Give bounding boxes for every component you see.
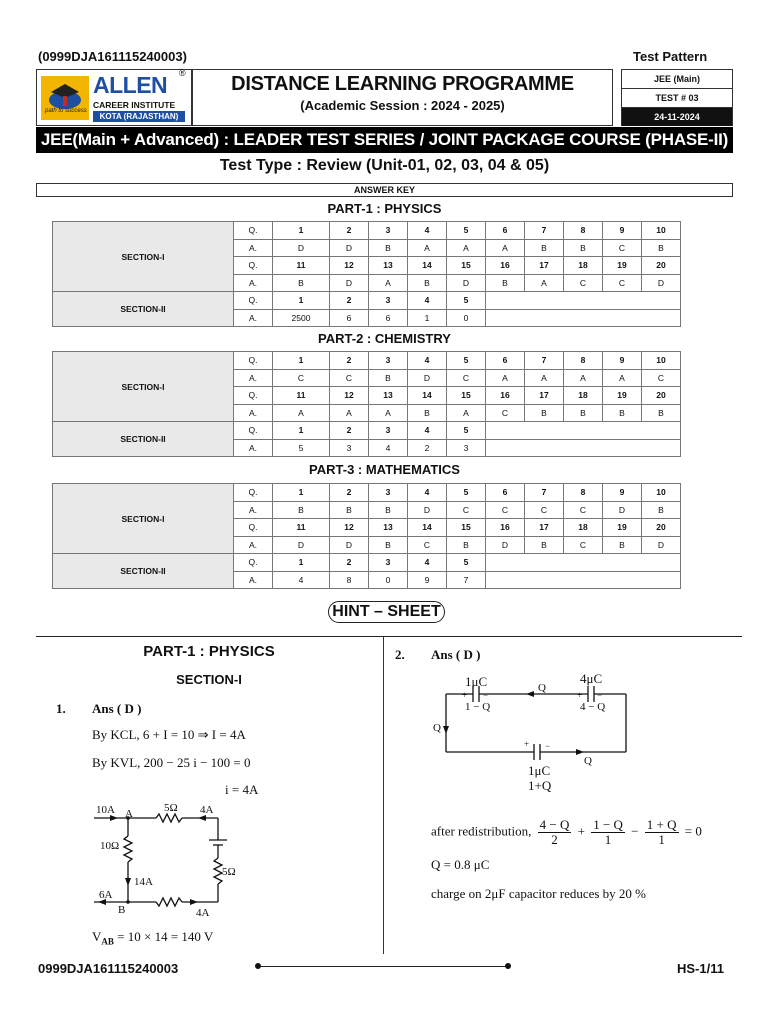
allen-logo xyxy=(36,69,192,126)
answer-cell: C xyxy=(273,369,330,387)
q2-fraction3 xyxy=(645,818,679,847)
answer-cell: B xyxy=(486,274,525,292)
row-label: Q. xyxy=(234,257,273,275)
row-label: A. xyxy=(234,501,273,519)
q1-result-v: V xyxy=(92,929,102,944)
answer-cell: 19 xyxy=(603,387,642,405)
answer-cell: B xyxy=(408,274,447,292)
q2-c3-charge: 1+Q xyxy=(528,778,552,793)
answer-cell: D xyxy=(486,536,525,554)
answer-cell: 2 xyxy=(330,222,369,240)
answer-cell: D xyxy=(447,274,486,292)
row-label: Q. xyxy=(234,422,273,440)
answer-cell: 4 xyxy=(408,422,447,440)
answer-cell: 13 xyxy=(369,519,408,537)
document-code: (0999DJA161115240003) xyxy=(38,49,187,64)
answer-cell: D xyxy=(273,536,330,554)
q1-label-5ohm-right: 5Ω xyxy=(222,866,236,878)
academic-session: (Academic Session : 2024 - 2025) xyxy=(300,98,505,113)
q1-answer: Ans ( D ) xyxy=(92,701,142,716)
q2-plus2: + xyxy=(577,690,583,700)
table-row xyxy=(53,292,681,310)
q2-q-value: Q = 0.8 μC xyxy=(431,857,490,872)
answer-cell: 2 xyxy=(330,484,369,502)
course-banner: JEE(Main + Advanced) : LEADER TEST SERIES / JOINT PACKAGE COURSE (PHASE-II) xyxy=(36,127,733,153)
footer-rule xyxy=(256,966,510,967)
answer-cell: B xyxy=(603,536,642,554)
row-label: A. xyxy=(234,274,273,292)
q2-c2-value: 4μC xyxy=(580,671,603,686)
row-label: Q. xyxy=(234,292,273,310)
answer-cell: 7 xyxy=(525,352,564,370)
table-row xyxy=(53,554,681,572)
answer-cell: 11 xyxy=(273,257,330,275)
logo-registered: ® xyxy=(179,68,186,78)
q1-number: 1. xyxy=(56,701,66,716)
answer-cell: 4 xyxy=(408,554,447,572)
q2-eq: = 0 xyxy=(684,823,702,839)
answer-cell: 12 xyxy=(330,387,369,405)
answer-cell: 10 xyxy=(642,484,681,502)
row-label: A. xyxy=(234,369,273,387)
answer-cell: 13 xyxy=(369,257,408,275)
q2-fraction2 xyxy=(591,818,625,847)
section-2-label: SECTION-II xyxy=(53,422,234,457)
q2-c1-value: 1μC xyxy=(465,674,488,689)
answer-cell: 6 xyxy=(330,309,369,327)
answer-cell: B xyxy=(330,501,369,519)
programme-box xyxy=(192,69,613,126)
answer-cell: 6 xyxy=(369,309,408,327)
answer-table-chemistry xyxy=(52,351,681,457)
q2-plus1: + xyxy=(462,690,468,700)
row-label: Q. xyxy=(234,352,273,370)
answer-cell: 3 xyxy=(369,292,408,310)
answer-cell: 0 xyxy=(369,571,408,589)
answer-cell: C xyxy=(525,501,564,519)
part3-title: PART-3 : MATHEMATICS xyxy=(309,462,460,477)
q1-circuit-diagram xyxy=(90,800,250,922)
answer-cell: 17 xyxy=(525,257,564,275)
answer-cell: 1 xyxy=(273,352,330,370)
answer-cell: 2 xyxy=(408,439,447,457)
table-row xyxy=(53,352,681,370)
q1-result-sub: AB xyxy=(101,936,114,947)
row-label: A. xyxy=(234,439,273,457)
q2-f1-num: 4 − Q xyxy=(539,817,570,832)
answer-cell: 4 xyxy=(273,571,330,589)
answer-cell: D xyxy=(408,501,447,519)
q1-result-rest: = 10 × 14 = 140 V xyxy=(113,929,214,944)
answer-cell: 18 xyxy=(564,387,603,405)
answer-cell: 5 xyxy=(447,222,486,240)
test-type: Test Type : Review (Unit-01, 02, 03, 04 & 05) xyxy=(219,157,550,174)
q2-f2-num: 1 − Q xyxy=(593,817,623,832)
table-row xyxy=(53,484,681,502)
q2-f3-num: 1 + Q xyxy=(646,817,677,832)
logo-line2: KOTA (RAJASTHAN) xyxy=(93,111,185,122)
row-label: Q. xyxy=(234,484,273,502)
answer-cell: 10 xyxy=(642,352,681,370)
answer-cell: 0 xyxy=(447,309,486,327)
answer-cell: 3 xyxy=(447,439,486,457)
answer-cell: 1 xyxy=(273,222,330,240)
part2-title: PART-2 : CHEMISTRY xyxy=(318,331,451,346)
row-label: A. xyxy=(234,404,273,422)
q2-c3-value: 1μC xyxy=(528,763,551,778)
answer-cell: B xyxy=(564,404,603,422)
answer-cell: 4 xyxy=(369,439,408,457)
answer-cell: B xyxy=(369,369,408,387)
row-label: Q. xyxy=(234,387,273,405)
programme-title: DISTANCE LEARNING PROGRAMME xyxy=(231,73,574,95)
logo-name: ALLEN xyxy=(93,72,168,98)
answer-cell: 15 xyxy=(447,257,486,275)
answer-cell: 8 xyxy=(564,222,603,240)
answer-cell: A xyxy=(369,274,408,292)
answer-cell: A xyxy=(603,369,642,387)
answer-cell: 8 xyxy=(564,352,603,370)
q2-plus3: + xyxy=(524,739,530,749)
answer-cell: A xyxy=(273,404,330,422)
answer-cell: D xyxy=(642,274,681,292)
answer-cell: 17 xyxy=(525,519,564,537)
q2-f2-den: 1 xyxy=(604,832,612,847)
q1-label-14a: 14A xyxy=(134,876,153,888)
q1-label-node-a: A xyxy=(125,808,133,820)
answer-cell: 1 xyxy=(273,484,330,502)
answer-cell: 5 xyxy=(447,352,486,370)
answer-cell: C xyxy=(330,369,369,387)
answer-cell: 3 xyxy=(369,484,408,502)
q2-f1-den: 2 xyxy=(551,832,558,847)
answer-cell: 16 xyxy=(486,519,525,537)
answer-cell: D xyxy=(330,274,369,292)
answer-cell: 9 xyxy=(408,571,447,589)
answer-cell: C xyxy=(564,536,603,554)
hint-part-title: PART-1 : PHYSICS xyxy=(143,643,275,660)
test-number: TEST # 03 xyxy=(622,89,732,108)
divider-horizontal xyxy=(36,636,742,637)
q1-kcl: By KCL, 6 + I = 10 ⇒ I = 4A xyxy=(92,727,246,742)
answer-cell: 2500 xyxy=(273,309,330,327)
q2-c1-charge: 1 − Q xyxy=(465,701,491,713)
q2-q-top: Q xyxy=(538,682,546,694)
q1-label-10ohm: 10Ω xyxy=(100,840,120,852)
answer-cell: 20 xyxy=(642,257,681,275)
answer-cell: D xyxy=(273,239,330,257)
answer-cell: C xyxy=(564,274,603,292)
answer-cell: 14 xyxy=(408,519,447,537)
answer-cell: B xyxy=(603,404,642,422)
q1-result xyxy=(92,929,213,947)
answer-cell: 12 xyxy=(330,257,369,275)
answer-cell: B xyxy=(642,501,681,519)
q2-minus3: − xyxy=(545,741,551,751)
answer-cell: C xyxy=(564,501,603,519)
answer-cell: 5 xyxy=(447,422,486,440)
q1-label-6a: 6A xyxy=(99,889,113,901)
footer-dot-right xyxy=(505,963,511,969)
row-label: A. xyxy=(234,239,273,257)
answer-cell: 9 xyxy=(603,222,642,240)
row-label: Q. xyxy=(234,554,273,572)
section-2-label: SECTION-II xyxy=(53,292,234,327)
logo-tagline: path to success xyxy=(45,108,87,114)
answer-cell: 4 xyxy=(408,222,447,240)
section-1-label: SECTION-I xyxy=(53,484,234,554)
answer-cell: A xyxy=(525,274,564,292)
answer-cell: 1 xyxy=(273,292,330,310)
answer-cell: A xyxy=(447,404,486,422)
answer-cell: 11 xyxy=(273,387,330,405)
q2-q-left: Q xyxy=(433,722,441,734)
answer-cell: 1 xyxy=(273,422,330,440)
q1-label-4a-top: 4A xyxy=(200,804,214,816)
answer-cell: 8 xyxy=(564,484,603,502)
answer-cell: D xyxy=(408,369,447,387)
answer-cell: A xyxy=(447,239,486,257)
answer-cell: B xyxy=(525,404,564,422)
answer-cell: 9 xyxy=(603,484,642,502)
hint-sheet-title: HINT – SHEET xyxy=(328,601,445,623)
answer-cell: D xyxy=(330,239,369,257)
answer-cell: C xyxy=(408,536,447,554)
row-label: A. xyxy=(234,571,273,589)
answer-cell: C xyxy=(486,501,525,519)
answer-cell: 16 xyxy=(486,387,525,405)
q2-minus2: − xyxy=(597,690,603,700)
answer-cell: B xyxy=(642,404,681,422)
answer-cell: 16 xyxy=(486,257,525,275)
test-pattern-label: Test Pattern xyxy=(633,49,708,64)
answer-cell: 18 xyxy=(564,519,603,537)
answer-cell: A xyxy=(408,239,447,257)
answer-cell: C xyxy=(603,239,642,257)
answer-cell: 2 xyxy=(330,352,369,370)
answer-cell: 5 xyxy=(447,292,486,310)
answer-cell: 3 xyxy=(369,352,408,370)
page-number: HS-1/11 xyxy=(677,961,724,976)
part1-title: PART-1 : PHYSICS xyxy=(327,201,442,216)
row-label: Q. xyxy=(234,519,273,537)
q1-label-4a-bottom: 4A xyxy=(196,907,210,919)
answer-cell: C xyxy=(603,274,642,292)
exam-name: JEE (Main) xyxy=(622,70,732,89)
answer-cell: 20 xyxy=(642,387,681,405)
row-label: Q. xyxy=(234,222,273,240)
answer-cell: 20 xyxy=(642,519,681,537)
row-label: A. xyxy=(234,536,273,554)
answer-cell: A xyxy=(564,369,603,387)
answer-cell: 3 xyxy=(330,439,369,457)
q2-number: 2. xyxy=(395,647,405,662)
answer-cell: B xyxy=(564,239,603,257)
answer-cell: A xyxy=(486,239,525,257)
answer-cell: 4 xyxy=(408,352,447,370)
answer-cell: 4 xyxy=(408,292,447,310)
q2-op2: − xyxy=(631,823,639,839)
answer-table-mathematics xyxy=(52,483,681,589)
answer-cell: 9 xyxy=(603,352,642,370)
answer-cell: B xyxy=(273,501,330,519)
answer-cell: A xyxy=(486,369,525,387)
answer-cell: B xyxy=(525,239,564,257)
answer-cell: 2 xyxy=(330,554,369,572)
answer-cell: 8 xyxy=(330,571,369,589)
answer-cell: 2 xyxy=(330,292,369,310)
answer-cell: 2 xyxy=(330,422,369,440)
q2-c2-charge: 4 − Q xyxy=(580,701,606,713)
answer-cell: B xyxy=(642,239,681,257)
q2-redistribution-equation xyxy=(431,818,702,847)
answer-cell: 19 xyxy=(603,257,642,275)
answer-table-physics xyxy=(52,221,681,327)
answer-cell: C xyxy=(486,404,525,422)
answer-cell: 6 xyxy=(486,484,525,502)
q2-answer: Ans ( D ) xyxy=(431,647,481,662)
answer-cell: 5 xyxy=(273,439,330,457)
table-row xyxy=(53,422,681,440)
answer-cell: B xyxy=(525,536,564,554)
row-label: A. xyxy=(234,309,273,327)
q2-f3-den: 1 xyxy=(658,832,665,847)
answer-cell: 11 xyxy=(273,519,330,537)
answer-cell: 7 xyxy=(525,484,564,502)
answer-cell: 1 xyxy=(273,554,330,572)
q1-kvl: By KVL, 200 − 25 i − 100 = 0 xyxy=(92,755,251,770)
footer-dot-left xyxy=(255,963,261,969)
answer-cell: C xyxy=(447,501,486,519)
answer-cell: 14 xyxy=(408,387,447,405)
answer-cell: 15 xyxy=(447,519,486,537)
answer-cell: 5 xyxy=(447,484,486,502)
footer-code: 0999DJA161115240003 xyxy=(38,961,179,976)
table-row xyxy=(53,222,681,240)
q1-label-10a: 10A xyxy=(96,804,115,816)
answer-cell: B xyxy=(369,536,408,554)
answer-cell: 10 xyxy=(642,222,681,240)
answer-cell: 3 xyxy=(369,554,408,572)
answer-cell: 17 xyxy=(525,387,564,405)
answer-cell: B xyxy=(447,536,486,554)
section-2-label: SECTION-II xyxy=(53,554,234,589)
answer-cell: 6 xyxy=(486,222,525,240)
answer-cell: C xyxy=(642,369,681,387)
logo-line1: CAREER INSTITUTE xyxy=(93,100,176,110)
answer-cell: B xyxy=(408,404,447,422)
answer-cell: 4 xyxy=(408,484,447,502)
answer-cell: D xyxy=(642,536,681,554)
q1-label-node-b: B xyxy=(118,904,126,916)
hint-section-title: SECTION-I xyxy=(176,672,242,687)
answer-cell: 12 xyxy=(330,519,369,537)
answer-cell: 13 xyxy=(369,387,408,405)
test-info-box xyxy=(621,69,733,126)
answer-cell: 19 xyxy=(603,519,642,537)
answer-cell: 14 xyxy=(408,257,447,275)
answer-cell: D xyxy=(330,536,369,554)
q1-current: i = 4A xyxy=(225,782,259,797)
divider-vertical xyxy=(383,636,384,954)
section-1-label: SECTION-I xyxy=(53,352,234,422)
answer-cell: 6 xyxy=(486,352,525,370)
answer-cell: 3 xyxy=(369,222,408,240)
answer-cell: C xyxy=(447,369,486,387)
answer-cell: 5 xyxy=(447,554,486,572)
q2-q-bottom: Q xyxy=(584,755,592,767)
section-1-label: SECTION-I xyxy=(53,222,234,292)
q2-op1: + xyxy=(577,823,585,839)
answer-cell: 7 xyxy=(525,222,564,240)
answer-cell: 3 xyxy=(369,422,408,440)
answer-cell: A xyxy=(369,404,408,422)
test-date: 24-11-2024 xyxy=(622,108,732,126)
q1-label-5ohm-top: 5Ω xyxy=(164,802,178,814)
q2-minus1: − xyxy=(483,690,489,700)
q2-redist-prefix: after redistribution, xyxy=(431,823,532,839)
answer-key-heading: ANSWER KEY xyxy=(36,183,733,197)
answer-cell: 15 xyxy=(447,387,486,405)
answer-cell: D xyxy=(603,501,642,519)
answer-cell: A xyxy=(525,369,564,387)
answer-cell: B xyxy=(273,274,330,292)
answer-cell: 7 xyxy=(447,571,486,589)
q2-fraction1 xyxy=(538,818,572,847)
q2-conclusion: charge on 2μF capacitor reduces by 20 % xyxy=(431,886,647,901)
answer-cell: 1 xyxy=(408,309,447,327)
answer-cell: B xyxy=(369,239,408,257)
answer-cell: A xyxy=(330,404,369,422)
answer-cell: B xyxy=(369,501,408,519)
answer-cell: 18 xyxy=(564,257,603,275)
